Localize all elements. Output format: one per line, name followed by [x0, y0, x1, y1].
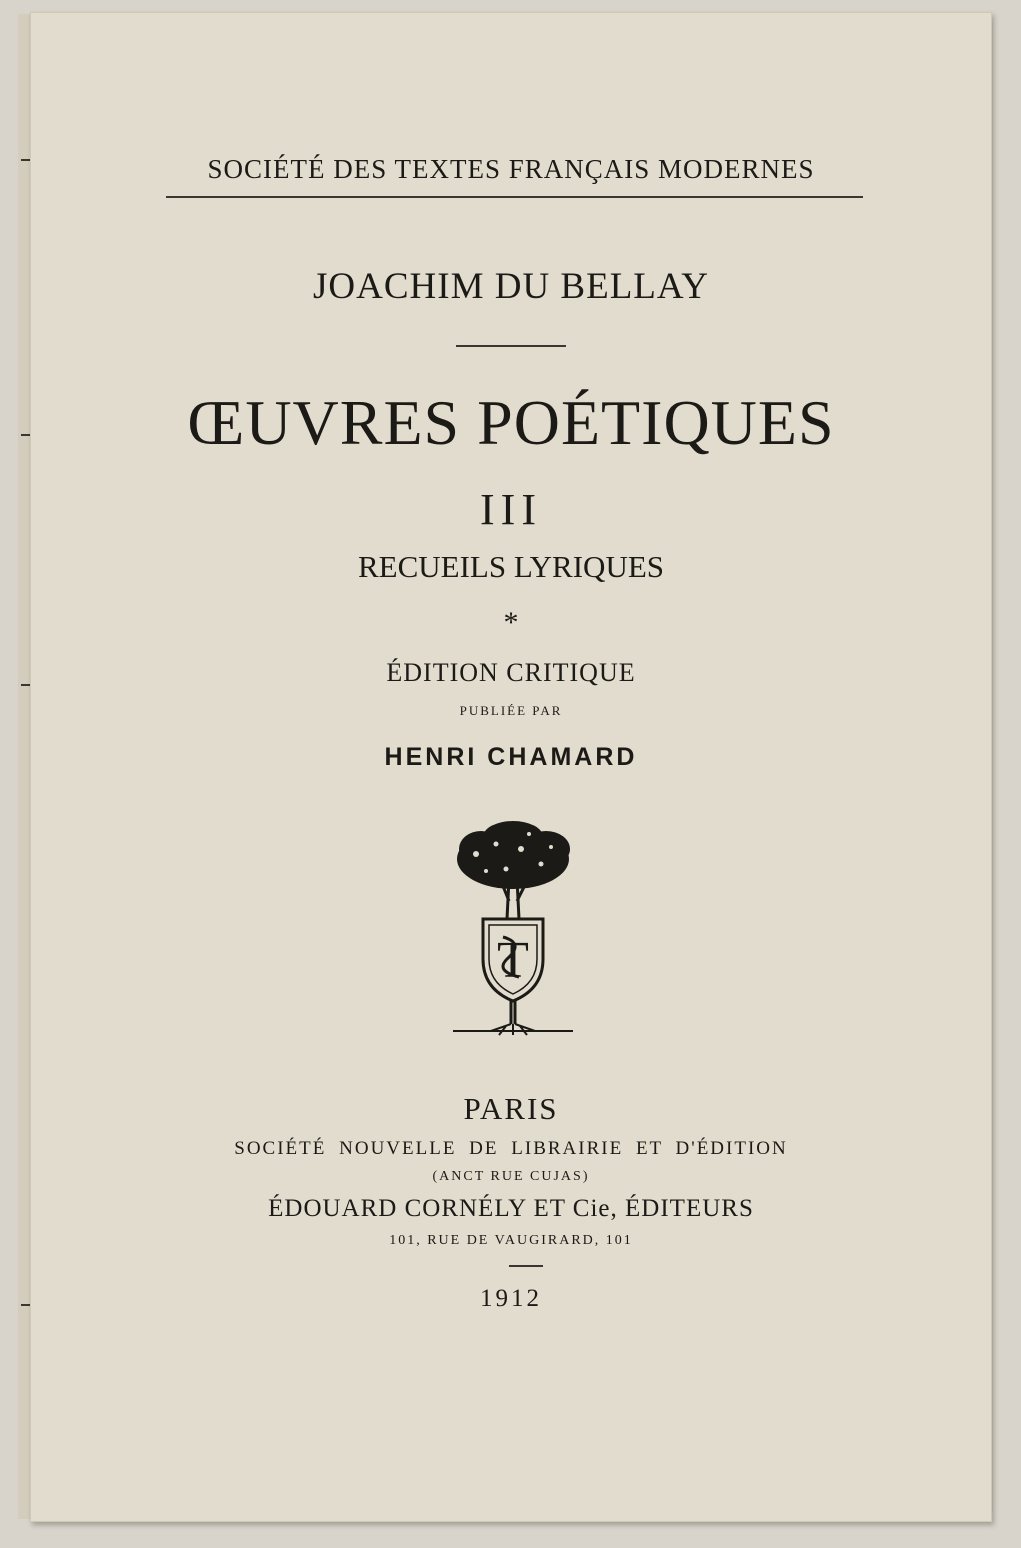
svg-text:T: T: [497, 932, 529, 989]
tree-shield-emblem-icon: [451, 819, 575, 1041]
publisher-former-address: (ANCT RUE CUJAS): [432, 1169, 590, 1184]
book-title: ŒUVRES POÉTIQUES: [187, 387, 835, 458]
publication-year: 1912: [480, 1285, 542, 1312]
edition-label: ÉDITION CRITIQUE: [386, 658, 636, 687]
editor-name: HENRI CHAMARD: [384, 743, 638, 771]
book-cover: [30, 12, 992, 1522]
author-name: JOACHIM DU BELLAY: [313, 266, 709, 307]
asterisk-ornament: *: [503, 606, 519, 639]
published-by-label: PUBLIÉE PAR: [459, 703, 563, 718]
series-name: SOCIÉTÉ DES TEXTES FRANÇAIS MODERNES: [207, 154, 815, 184]
publisher-address: 101, RUE DE VAUGIRARD, 101: [389, 1233, 633, 1248]
book-subtitle: RECUEILS LYRIQUES: [357, 549, 665, 584]
publication-city: PARIS: [463, 1091, 559, 1126]
series-rule: [166, 196, 863, 198]
publisher-name: SOCIÉTÉ NOUVELLE DE LIBRAIRIE ET D'ÉDITION: [234, 1138, 788, 1159]
year-rule: [509, 1265, 543, 1267]
author-rule: [456, 345, 566, 347]
volume-number: III: [480, 485, 542, 534]
publisher-editors: ÉDOUARD CORNÉLY ET Cie, ÉDITEURS: [268, 1195, 754, 1222]
